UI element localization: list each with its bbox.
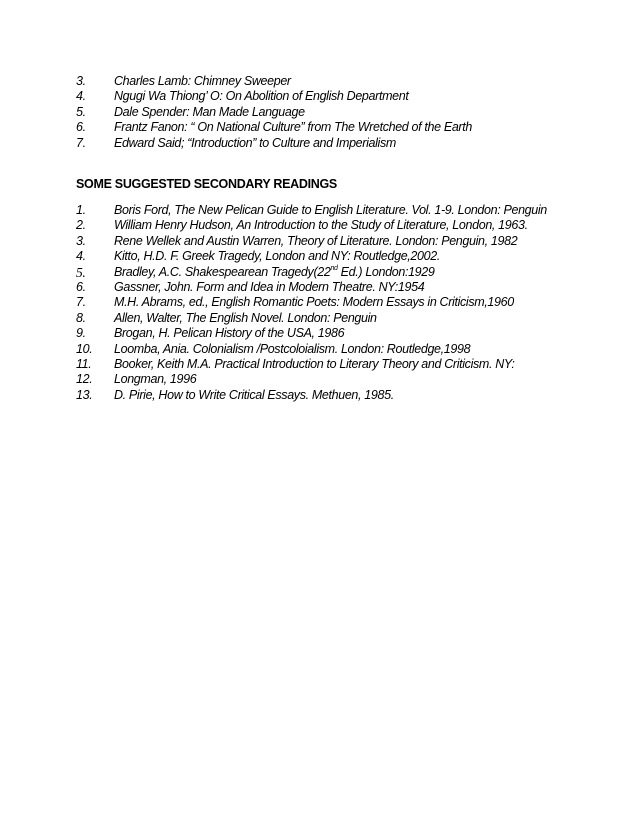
item-number: 11. <box>76 357 92 372</box>
item-number: 9. <box>76 326 86 341</box>
item-text: D. Pirie, How to Write Critical Essays. Methuen, 1985. <box>114 387 394 402</box>
item-number: 4. <box>76 249 86 264</box>
item-number: 4. <box>76 89 86 104</box>
item-text: Frantz Fanon: “ On National Culture” from The Wretched of the Earth <box>114 120 472 135</box>
ordinal-superscript: nd <box>330 264 338 272</box>
list-item <box>76 388 564 403</box>
item-text: Rene Wellek and Austin Warren, Theory of Literature. London: Penguin, 1982 <box>114 233 518 248</box>
item-text-after-superscript: Ed.) London:1929 <box>337 264 435 279</box>
item-number: 7. <box>76 295 86 310</box>
item-text: Gassner, John. Form and Idea in Modern Theatre. NY:1954 <box>114 280 425 295</box>
item-number: 7. <box>76 135 86 150</box>
item-number: 13. <box>76 387 93 402</box>
item-number: 10. <box>76 341 93 356</box>
list-item <box>76 295 564 310</box>
item-text: Boris Ford, The New Pelican Guide to English Literature. Vol. 1-9. London: Penguin <box>114 203 547 217</box>
list-item <box>76 218 564 233</box>
list-item <box>76 311 564 326</box>
list-item <box>76 136 564 151</box>
list-item <box>76 280 564 295</box>
list-item <box>76 249 564 264</box>
item-text: M.H. Abrams, ed., English Romantic Poets: Modern Essays in Criticism,1960 <box>114 295 514 310</box>
list-item <box>76 74 564 89</box>
item-text: Allen, Walter, The English Novel. London: Penguin <box>114 310 377 325</box>
item-number: 5. <box>76 104 86 119</box>
item-text: Charles Lamb: Chimney Sweeper <box>114 74 291 88</box>
item-text <box>114 265 564 280</box>
item-number: 3. <box>76 233 86 248</box>
primary-readings-list <box>76 74 564 151</box>
item-number: 6. <box>76 120 86 135</box>
list-item <box>76 120 564 135</box>
item-text: Booker, Keith M.A. Practical Introduction to Literary Theory and Criticism. NY: <box>114 357 515 372</box>
secondary-readings-heading: SOME SUGGESTED SECONDARY READINGS <box>76 177 337 191</box>
item-number: 12. <box>76 372 93 387</box>
list-item <box>76 105 564 120</box>
list-item <box>76 265 564 280</box>
list-item <box>76 89 564 104</box>
item-text-before-superscript: Bradley, A.C. Shakespearean Tragedy(22 <box>114 264 331 279</box>
list-item <box>76 372 564 387</box>
item-number: 3. <box>76 74 86 88</box>
secondary-readings-list <box>76 203 564 403</box>
list-item <box>76 342 564 357</box>
item-text: William Henry Hudson, An Introduction to the Study of Literature, London, 1963. <box>114 218 528 233</box>
item-number: 2. <box>76 218 86 233</box>
item-text: Ngugi Wa Thiong’ O: On Abolition of English Department <box>114 89 409 104</box>
item-text: Brogan, H. Pelican History of the USA, 1986 <box>114 326 345 341</box>
item-number: 6. <box>76 280 86 295</box>
item-number: 8. <box>76 310 86 325</box>
item-text: Longman, 1996 <box>114 372 197 387</box>
item-text: Kitto, H.D. F. Greek Tragedy, London and NY: Routledge,2002. <box>114 249 440 264</box>
item-text: Loomba, Ania. Colonialism /Postcoloialism. London: Routledge,1998 <box>114 341 471 356</box>
item-text: Edward Said; “Introduction” to Culture and Imperialism <box>114 135 396 150</box>
list-item <box>76 203 564 218</box>
list-item <box>76 357 564 372</box>
item-number: 5. <box>76 264 86 280</box>
item-text: Dale Spender: Man Made Language <box>114 104 305 119</box>
list-item <box>76 234 564 249</box>
item-number: 1. <box>76 203 86 217</box>
list-item <box>76 326 564 341</box>
